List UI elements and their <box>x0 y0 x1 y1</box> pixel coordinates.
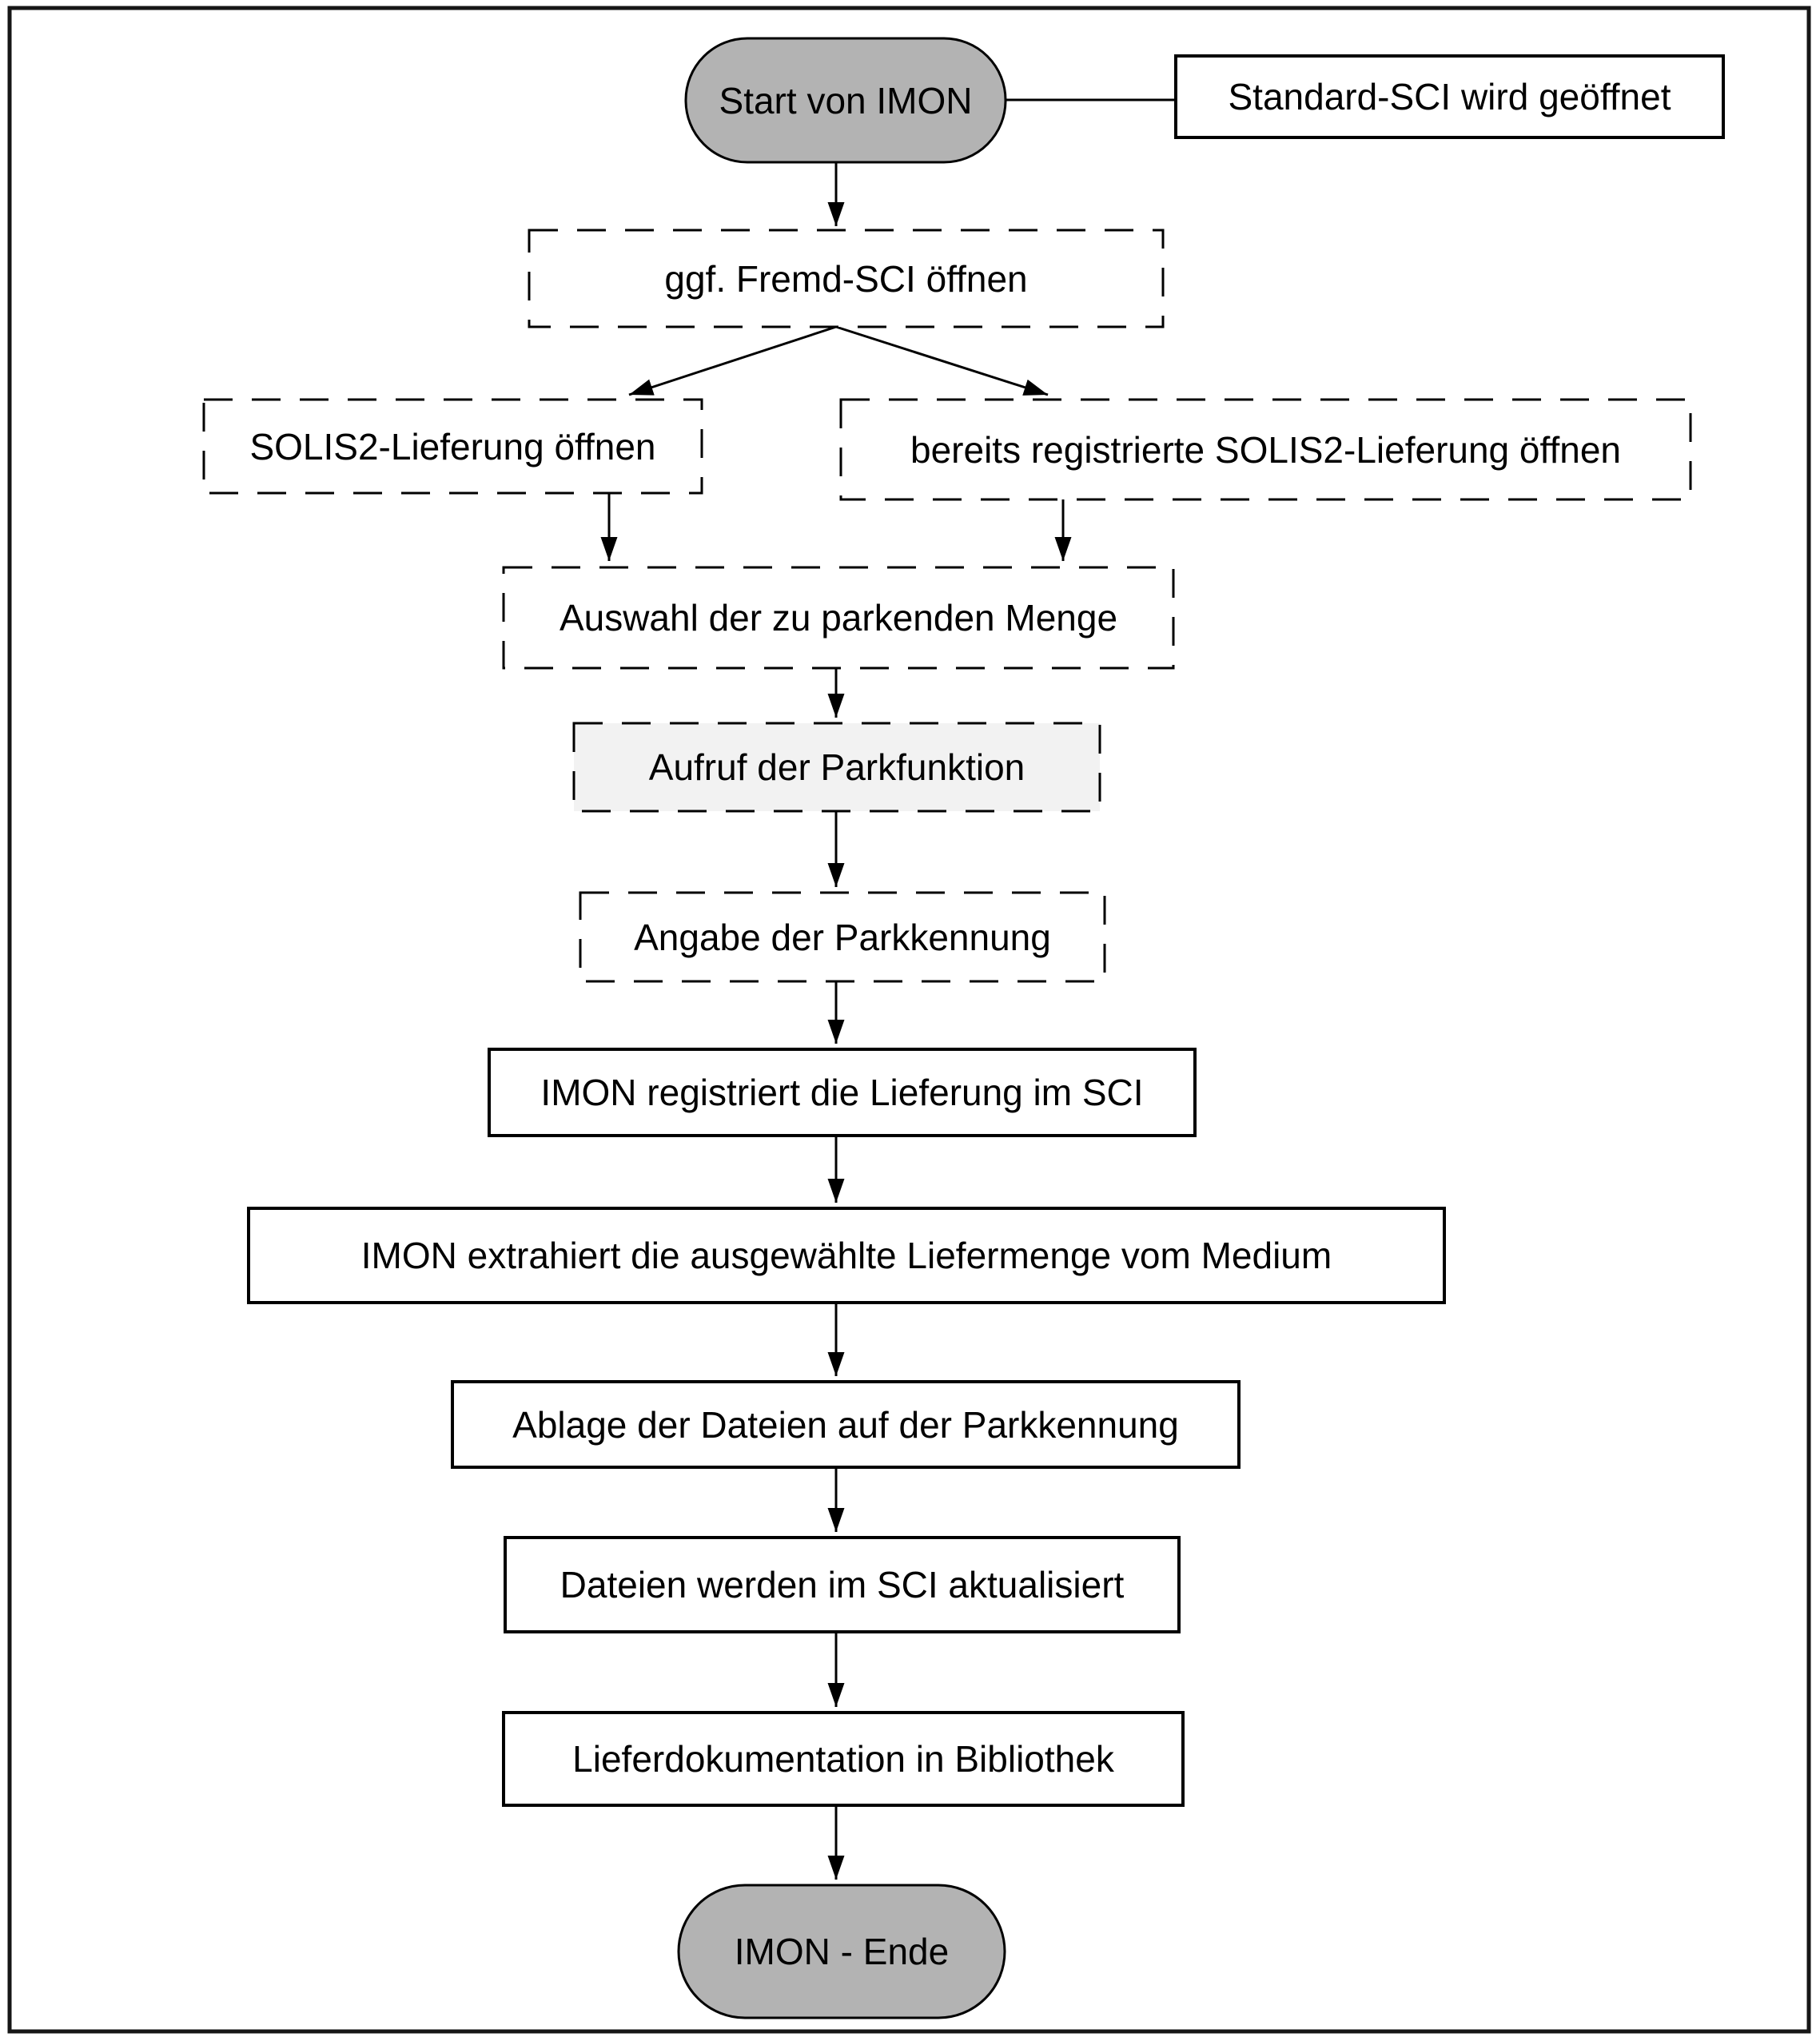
node-extrahiert-label: IMON extrahiert die ausgewählte Liefermenge vom Medium <box>360 1235 1332 1276</box>
edge-fremd-sci-to-registered-open <box>836 327 1048 395</box>
shape-solis2-open <box>204 400 702 493</box>
shape-aufruf <box>574 723 1100 811</box>
shape-lieferdok <box>504 1713 1183 1805</box>
node-aktualisiert-label: Dateien werden im SCI aktualisiert <box>560 1564 1125 1605</box>
shape-extrahiert <box>249 1208 1444 1303</box>
node-fremd-sci-label: ggf. Fremd-SCI öffnen <box>664 257 1028 300</box>
node-ende-label: IMON - Ende <box>734 1931 950 1972</box>
shape-registriert <box>489 1049 1195 1136</box>
node-standard-sci-label: Standard-SCI wird geöffnet <box>1228 76 1671 117</box>
node-start-label: Start von IMON <box>719 79 973 121</box>
shape-ende-terminator <box>679 1885 1005 2018</box>
node-solis2-open-label: SOLIS2-Lieferung öffnen <box>249 425 656 467</box>
shape-registered-open <box>841 400 1691 499</box>
node-aufruf-label: Aufruf der Parkfunktion <box>648 746 1025 788</box>
shape-fremd-sci <box>529 230 1163 327</box>
edge-fremd-sci-to-solis2-open <box>629 327 836 395</box>
node-angabe-label: Angabe der Parkkennung <box>634 916 1051 958</box>
shape-auswahl <box>504 567 1173 668</box>
shape-aktualisiert <box>505 1538 1179 1632</box>
node-registered-open-label: bereits registrierte SOLIS2-Lieferung öffnen <box>910 428 1621 471</box>
shape-start-terminator <box>686 38 1006 162</box>
shape-angabe <box>580 893 1105 981</box>
shape-standard-sci <box>1176 56 1723 137</box>
node-registriert-label: IMON registriert die Lieferung im SCI <box>540 1072 1144 1113</box>
shape-ablage <box>452 1382 1239 1467</box>
node-lieferdok-label: Lieferdokumentation in Bibliothek <box>572 1738 1114 1780</box>
node-ablage-label: Ablage der Dateien auf der Parkkennung <box>512 1403 1179 1446</box>
node-auswahl-label: Auswahl der zu parkenden Menge <box>559 597 1118 639</box>
